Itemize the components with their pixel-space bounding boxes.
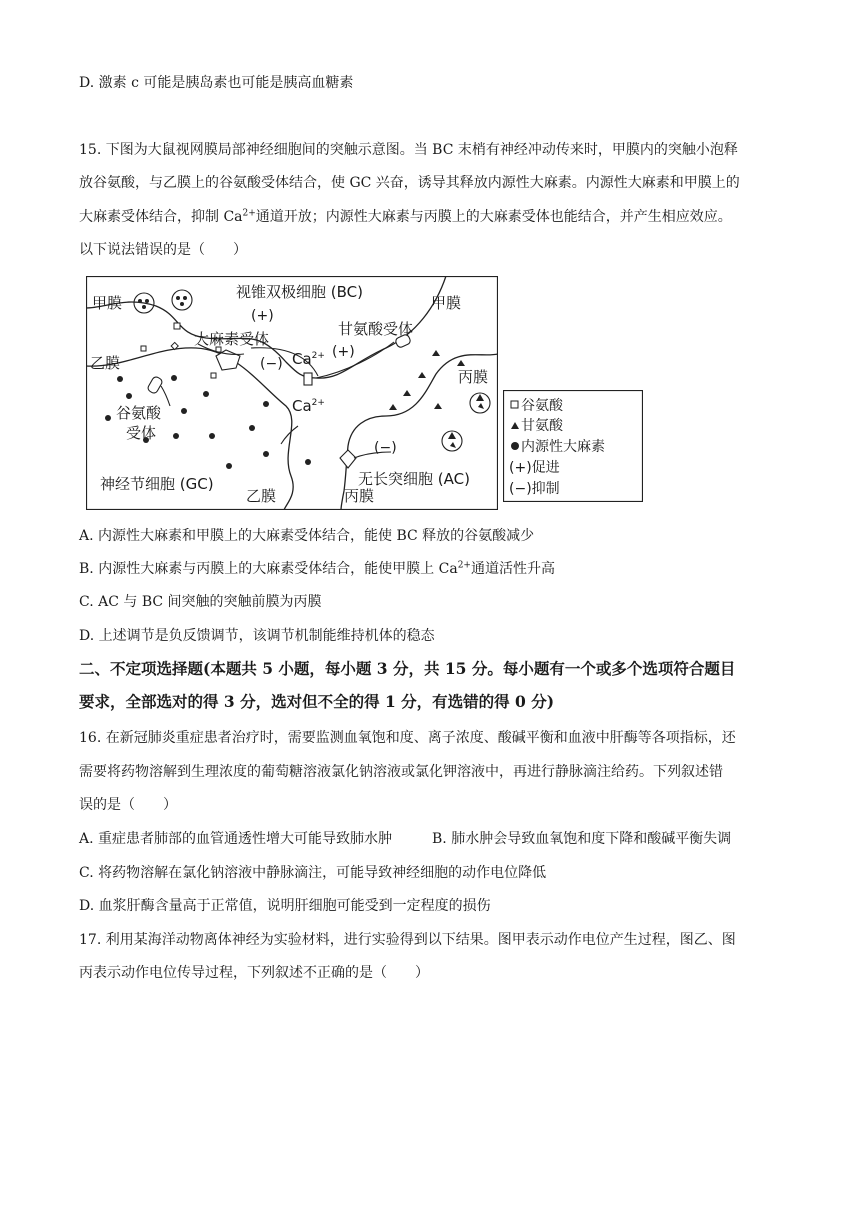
legend-promote: (+)促进 <box>509 460 560 476</box>
ca-top-label: $Ca^{2+}$ <box>292 350 325 368</box>
q15-option-b-b: 通道活性升高 <box>470 561 555 577</box>
q16-option-c: C. 将药物溶解在氯化钠溶液中静脉滴注，可能导致神经细胞的动作电位降低 <box>79 865 547 881</box>
glu-receptor-label-1: 谷氨酸 <box>116 404 162 422</box>
synapse-diagram <box>86 276 498 510</box>
legend-glu: 谷氨酸 <box>521 398 563 414</box>
q15-option-b-a: B. 内源性大麻素与丙膜上的大麻素受体结合，能使甲膜上 Ca <box>79 561 458 577</box>
minus-low-label: (−) <box>374 440 397 456</box>
q15-option-b <box>79 559 555 579</box>
q15-stem-line-2: 放谷氨酸，与乙膜上的谷氨酸受体结合，使 GC 兴奋，诱导其释放内源性大麻素。内源性大麻素和甲膜上的 <box>79 175 740 191</box>
q15-stem-line-1: 15. 下图为大鼠视网膜局部神经细胞间的突触示意图。当 BC 末梢有神经冲动传来时，甲膜内的突触小泡释 <box>79 142 738 158</box>
q15-option-d: D. 上述调节是负反馈调节，该调节机制能维持机体的稳态 <box>79 628 435 644</box>
jia-left-label: 甲膜 <box>92 294 123 312</box>
q16-stem-line-3: 误的是（ ） <box>79 797 177 813</box>
q17-stem-line-1: 17. 利用某海洋动物离体神经为实验材料，进行实验得到以下结果。图甲表示动作电位产生过程，图乙、图 <box>79 932 736 948</box>
q16-option-a: A. 重症患者肺部的血管通透性增大可能导致肺水肿 <box>79 831 393 847</box>
plus-mid-label: (+) <box>332 344 355 360</box>
jia-right-label: 甲膜 <box>431 294 462 312</box>
prev-option-d: D. 激素 c 可能是胰岛素也可能是胰高血糖素 <box>79 75 354 91</box>
legend-inhibit: (−)抑制 <box>509 481 560 497</box>
q16-option-b: B. 肺水肿会导致血氧饱和度下降和酸碱平衡失调 <box>432 831 732 847</box>
q15-stem-line-4: 以下说法错误的是（ ） <box>79 242 247 258</box>
bing-bottom-label: 丙膜 <box>344 487 375 505</box>
glu-square-icon <box>511 401 518 408</box>
q15-stem-line-3b: 通道开放；内源性大麻素与丙膜上的大麻素受体也能结合，并产生相应效应。 <box>255 209 732 225</box>
q15-option-a: A. 内源性大麻素和甲膜上的大麻素受体结合，能使 BC 释放的谷氨酸减少 <box>79 528 535 544</box>
legend-gly: 甘氨酸 <box>521 418 563 434</box>
q16-options-ab <box>79 829 392 849</box>
ac-label: 无长突细胞 (AC) <box>358 470 470 488</box>
q15-stem-line-3 <box>79 207 732 227</box>
q16-stem-line-2: 需要将药物溶解到生理浓度的葡萄糖溶液氯化钠溶液或氯化钾溶液中，再进行静脉滴注给药。下列叙述错 <box>79 764 723 780</box>
section2-heading-1: 二、不定项选择题(本题共 5 小题，每小题 3 分，共 15 分。每小题有一个或多个选项符合题目 <box>79 659 736 678</box>
q17-stem-line-2: 丙表示动作电位传导过程，下列叙述不正确的是（ ） <box>79 965 429 981</box>
plus-top-label: (+) <box>251 308 274 324</box>
q15-option-c: C. AC 与 BC 间突触的突触前膜为丙膜 <box>79 594 322 610</box>
gc-label: 神经节细胞 (GC) <box>100 475 214 493</box>
glu-receptor-label-2: 受体 <box>126 424 157 442</box>
ca-superscript-b: 2+ <box>457 560 471 571</box>
q16-option-d: D. 血浆肝酶含量高于正常值，说明肝细胞可能受到一定程度的损伤 <box>79 898 491 914</box>
gly-receptor-label: 甘氨酸受体 <box>338 320 414 338</box>
q16-stem-line-1: 16. 在新冠肺炎重症患者治疗时，需要监测血氧饱和度、离子浓度、酸碱平衡和血液中肝酶等各项指标，还 <box>79 730 736 746</box>
bing-right-label: 丙膜 <box>458 368 489 386</box>
legend-ecb: 内源性大麻素 <box>521 439 605 455</box>
cb-receptor-label: 大麻素受体 <box>194 330 270 348</box>
minus-mid-label: (−) <box>260 356 283 372</box>
yi-bottom-label: 乙膜 <box>246 487 277 505</box>
figure-legend <box>503 390 643 502</box>
bc-label: 视锥双极细胞 (BC) <box>236 283 363 301</box>
yi-left-label: 乙膜 <box>90 354 121 372</box>
ecb-dot-icon <box>511 442 519 450</box>
ca-superscript: 2+ <box>242 208 256 219</box>
ca-bottom-label: $Ca^{2+}$ <box>292 397 325 415</box>
section2-heading-2: 要求，全部选对的得 3 分，选对但不全的得 1 分，有选错的得 0 分) <box>79 692 555 711</box>
q15-stem-line-3a: 大麻素受体结合，抑制 Ca <box>79 209 243 225</box>
